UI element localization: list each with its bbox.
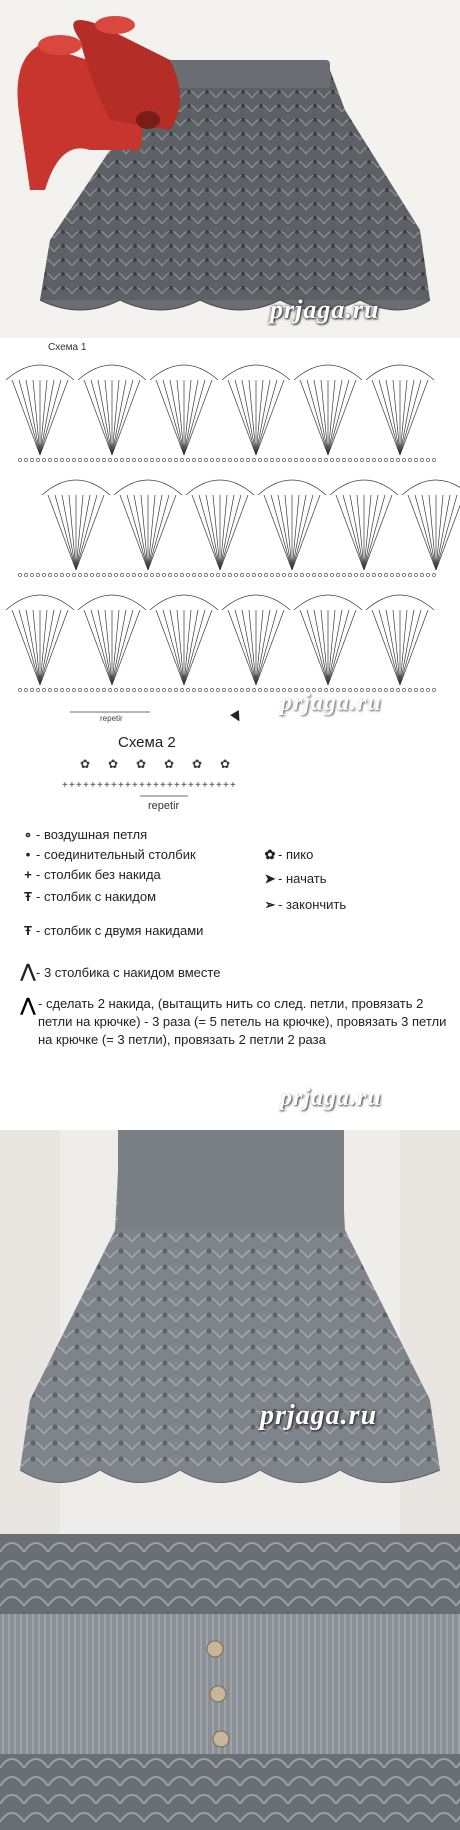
chain-stitch-icon [84,458,87,461]
chain-stitch-icon [222,458,225,461]
photo-skirt-front [0,1130,460,1534]
chain-stitch-icon [114,458,117,461]
chain-stitch-icon [180,688,183,691]
single-crochet-icon: + [153,780,159,791]
chain-stitch-icon [264,573,267,576]
picot-icon: ✿ [164,757,175,771]
chain-stitch-icon [24,458,27,461]
legend-item-chain [20,827,147,843]
chain-stitch-icon [60,458,63,461]
chain-stitch-icon [132,688,135,691]
double-crochet-icon: Ŧ [24,889,32,904]
chain-stitch-icon [390,458,393,461]
chain-stitch-icon [18,573,21,576]
fan-motif [294,595,362,685]
chain-stitch-icon [276,458,279,461]
chain-stitch-icon [396,573,399,576]
chain-stitch-icon [198,458,201,461]
chain-stitch-icon [54,458,57,461]
chain-stitch-icon [126,573,129,576]
chain-stitch-icon [24,573,27,576]
chain-stitch-icon [240,458,243,461]
chain-stitch-icon [30,458,33,461]
chain-stitch-icon [366,573,369,576]
picot-icon: ✿ [80,757,91,771]
chain-stitch-icon [246,458,249,461]
single-crochet-icon: + [230,780,236,791]
chain-stitch-icon [18,458,21,461]
chain-stitch-icon [198,688,201,691]
legend-label: - закончить [278,897,347,912]
chain-stitch-icon [318,458,321,461]
fan-motif [186,480,254,570]
chain-stitch-icon [240,688,243,691]
watermark: prjaga.ru [260,1400,378,1431]
chain-stitch-icon [312,573,315,576]
chain-stitch-icon [102,458,105,461]
chain-stitch-icon [138,458,141,461]
chain-stitch-icon [210,573,213,576]
chain-stitch-icon [288,573,291,576]
legend-item-end [262,897,346,913]
chain-stitch-icon [168,458,171,461]
chain-stitch-icon [330,573,333,576]
legend-label: - 3 столбика с накидом вместе [36,965,221,980]
chain-stitch-icon [336,573,339,576]
chain-stitch-icon [60,573,63,576]
chain-stitch-icon [198,573,201,576]
chain-stitch-icon [210,688,213,691]
chain-stitch-icon [414,688,417,691]
fan-motif [42,480,110,570]
fan-motif [366,595,434,685]
chain-stitch-icon [408,573,411,576]
photo-skirt-with-shoes [0,0,460,338]
chain-stitch-icon [30,688,33,691]
fan-motif [258,480,326,570]
chain-stitch-icon [432,458,435,461]
chain-stitch-icon [120,573,123,576]
crochet-chart-scheme-1 [0,340,460,728]
chain-stitch-icon [36,573,39,576]
chain-stitch-icon [72,458,75,461]
legend-label: - столбик без накида [36,867,161,882]
chain-stitch-icon [270,458,273,461]
chain-stitch-icon [396,458,399,461]
chain-stitch-icon [264,458,267,461]
chain-stitch-icon [300,573,303,576]
chain-stitch-icon [402,573,405,576]
scheme-1-diagram [0,340,460,728]
chain-stitch-icon [396,688,399,691]
chain-stitch-icon [348,573,351,576]
chain-stitch-icon [30,573,33,576]
legend-item-tr [20,923,203,939]
chain-stitch-icon [186,573,189,576]
chain-stitch-icon [90,458,93,461]
chain-stitch-icon [162,458,165,461]
chain-stitch-icon [174,573,177,576]
chain-stitch-icon [126,688,129,691]
chain-stitch-icon [258,688,261,691]
chain-stitch-icon [408,458,411,461]
chain-stitch-icon [144,688,147,691]
chain-stitch-icon [162,573,165,576]
chain-stitch-icon [342,458,345,461]
chain-stitch-icon [426,573,429,576]
single-crochet-icon: + [24,867,32,882]
chain-stitch-icon [246,688,249,691]
chain-stitch-icon [312,458,315,461]
end-arrow-icon: ➢ [264,897,276,912]
single-crochet-icon: + [188,780,194,791]
single-crochet-icon: + [125,780,131,791]
fan-motif [330,480,398,570]
chain-stitch-icon [402,458,405,461]
chain-stitch-icon [48,688,51,691]
chain-stitch-icon [96,458,99,461]
chain-stitch-icon [228,458,231,461]
chain-stitch-icon [354,458,357,461]
fan-motif [78,365,146,455]
chain-stitch-icon [378,458,381,461]
single-crochet-icon: + [132,780,138,791]
fan-motif [366,365,434,455]
chain-stitch-icon [162,688,165,691]
chain-stitch-icon [156,573,159,576]
chain-stitch-icon [270,573,273,576]
fan-motif [6,595,74,685]
chain-stitch-icon [138,573,141,576]
single-crochet-icon: + [69,780,75,791]
legend-item-start [262,871,327,887]
chain-stitch-icon [84,688,87,691]
watermark: prjaga.ru [280,690,382,716]
single-crochet-icon: + [195,780,201,791]
picot-icon: ✿ [220,757,231,771]
start-arrow-icon: ➤ [264,871,276,886]
chain-stitch-icon [144,458,147,461]
fan-motif [6,365,74,455]
chain-stitch-icon [426,688,429,691]
chain-stitch-icon [102,688,105,691]
picot-icon: ✿ [108,757,119,771]
chain-stitch-icon [402,688,405,691]
chain-stitch-icon [252,573,255,576]
chain-stitch-icon [300,458,303,461]
chain-stitch-icon [276,573,279,576]
waistband-buttons-image [0,1534,460,1830]
chain-stitch-icon [174,458,177,461]
picot-icon: ✿ [264,847,276,862]
chain-stitch-icon [216,573,219,576]
chain-stitch-icon [66,688,69,691]
chain-stitch-icon [192,573,195,576]
chain-stitch-icon [258,458,261,461]
chain-stitch-icon [96,688,99,691]
chain-stitch-icon [408,688,411,691]
single-crochet-icon: + [160,780,166,791]
single-crochet-icon: + [62,780,68,791]
chain-stitch-icon [168,573,171,576]
single-crochet-icon: + [90,780,96,791]
chain-stitch-icon [204,573,207,576]
chain-stitch-icon [246,573,249,576]
chain-stitch-icon [384,458,387,461]
chain-stitch-icon [390,688,393,691]
chain-stitch-icon [54,688,57,691]
chain-stitch-icon [36,458,39,461]
chain-stitch-icon [84,573,87,576]
chain-stitch-icon [180,573,183,576]
chain-stitch-icon [414,573,417,576]
single-crochet-icon: + [97,780,103,791]
red-shoes-and-skirt-image [0,0,460,338]
chain-stitch-icon [36,688,39,691]
chain-stitch-icon [306,458,309,461]
legend-label: - соединительный столбик [36,847,196,862]
chain-stitch-icon [384,573,387,576]
fan-motif [150,365,218,455]
chain-stitch-icon [204,458,207,461]
chain-stitch-icon [156,458,159,461]
chain-stitch-icon [186,458,189,461]
chain-stitch-icon [294,458,297,461]
single-crochet-icon: + [181,780,187,791]
chain-stitch-icon [294,573,297,576]
single-crochet-icon: + [216,780,222,791]
chain-stitch-icon [228,573,231,576]
single-crochet-icon: + [174,780,180,791]
chain-stitch-icon [252,688,255,691]
chain-stitch-icon [90,573,93,576]
chain-stitch-icon [288,458,291,461]
single-crochet-icon: + [118,780,124,791]
chain-stitch-icon [354,573,357,576]
watermark: prjaga.ru [270,295,380,324]
chain-stitch-icon [78,688,81,691]
grey-skirt-image [0,1130,460,1534]
chain-stitch-icon [66,458,69,461]
chain-stitch-icon [42,688,45,691]
chain-stitch-icon [360,458,363,461]
scheme-2-diagram [0,728,460,823]
scheme-2-repeat-label: repetir [148,800,180,812]
chain-stitch-icon [96,573,99,576]
photo-waistband-detail [0,1534,460,1830]
chain-stitch-icon [120,688,123,691]
chain-stitch-icon [78,458,81,461]
chain-stitch-icon [42,573,45,576]
chain-stitch-icon [174,688,177,691]
chain-stitch-icon [336,458,339,461]
scheme-1-title: Схема 1 [48,342,87,353]
single-crochet-icon: + [111,780,117,791]
fan-motif [402,480,460,570]
single-crochet-icon: + [139,780,145,791]
chain-stitch-icon [324,458,327,461]
chain-stitch-icon [228,688,231,691]
picot-icon: ✿ [192,757,203,771]
single-crochet-icon: + [83,780,89,791]
watermark: prjaga.ru [280,1085,382,1111]
chain-stitch-icon [108,458,111,461]
chain-stitch-icon [234,573,237,576]
chain-stitch-icon [360,573,363,576]
chain-stitch-icon [210,458,213,461]
chain-stitch-icon [216,688,219,691]
chain-stitch-icon [72,573,75,576]
chain-stitch-icon [108,688,111,691]
chain-stitch-icon [120,458,123,461]
chain-stitch-icon [18,688,21,691]
chain-stitch-icon [348,458,351,461]
chain-stitch-icon [102,573,105,576]
chain-stitch-icon [432,573,435,576]
chain-stitch-icon [420,573,423,576]
stitch-legend [0,823,460,1128]
legend-label: - воздушная петля [36,827,148,842]
chain-stitch-icon [192,688,195,691]
chain-stitch-icon [72,688,75,691]
chain-stitch-icon [114,688,117,691]
chain-stitch-icon [240,573,243,576]
chain-stitch-icon [378,573,381,576]
chain-stitch-icon [420,688,423,691]
chain-stitch-icon [258,573,261,576]
fan-motif [222,595,290,685]
crochet-chart-scheme-2 [0,728,460,823]
chain-stitch-icon [132,458,135,461]
chain-stitch-icon [42,458,45,461]
chain-stitch-icon [60,688,63,691]
single-crochet-icon: + [76,780,82,791]
chain-stitch-icon [222,573,225,576]
chain-stitch-icon [282,458,285,461]
chain-stitch-icon [156,688,159,691]
chain-stitch-icon: ∘ [23,827,33,842]
chain-stitch-icon [222,688,225,691]
chain-stitch-icon [330,458,333,461]
legend-label: - пико [278,847,314,862]
chain-stitch-icon [150,458,153,461]
picot-icon: ✿ [136,757,147,771]
chain-stitch-icon [372,458,375,461]
legend-long-description: - сделать 2 накида, (вытащить нить со след. петли, провязать 2 петли на крючке) - 3 раза (= 5 петель на крючке), провязать 3 петли на крючке (= 3 петли), провязать 2 петли 2 раза [38,996,447,1047]
chain-stitch-icon [168,688,171,691]
fan-motif [294,365,362,455]
treble-crochet-icon: Ŧ [24,923,32,938]
legend-item-dc [20,889,156,905]
chain-stitch-icon [414,458,417,461]
fan-motif [150,595,218,685]
legend-label: - столбик с двумя накидами [36,923,204,938]
chain-stitch-icon [24,688,27,691]
scheme-1-repeat-label: repetir [100,714,123,723]
chain-stitch-icon [318,573,321,576]
chain-stitch-icon [66,573,69,576]
fan-motif [222,365,290,455]
chain-stitch-icon [252,458,255,461]
legend-item-sc [20,867,161,883]
fan-motif [78,595,146,685]
single-crochet-icon: + [104,780,110,791]
chain-stitch-icon [108,573,111,576]
chain-stitch-icon [132,573,135,576]
single-crochet-icon: + [202,780,208,791]
chain-stitch-icon [192,458,195,461]
chain-stitch-icon [126,458,129,461]
chain-stitch-icon [366,458,369,461]
legend-item-dc3tog [20,963,220,981]
legend-label: - начать [278,871,327,886]
single-crochet-icon: + [223,780,229,791]
chain-stitch-icon [216,458,219,461]
legend-item-slip [20,847,196,863]
chain-stitch-icon [264,688,267,691]
chain-stitch-icon [54,573,57,576]
chain-stitch-icon [114,573,117,576]
cluster-stitch-icon: ⋀ [20,995,36,1015]
chain-stitch-icon [426,458,429,461]
chain-stitch-icon [282,573,285,576]
chain-stitch-icon [342,573,345,576]
chain-stitch-icon [324,573,327,576]
chain-stitch-icon [180,458,183,461]
single-crochet-icon: + [167,780,173,791]
chain-stitch-icon [48,573,51,576]
chain-stitch-icon [186,688,189,691]
chain-stitch-icon [90,688,93,691]
chain-stitch-icon [144,573,147,576]
chain-stitch-icon [234,458,237,461]
chain-stitch-icon [78,573,81,576]
chain-stitch-icon [390,573,393,576]
single-crochet-icon: + [146,780,152,791]
chain-stitch-icon [234,688,237,691]
legend-label: - столбик с накидом [36,889,157,904]
chain-stitch-icon [270,688,273,691]
chain-stitch-icon [372,573,375,576]
chain-stitch-icon [420,458,423,461]
single-crochet-icon: + [209,780,215,791]
chain-stitch-icon [150,688,153,691]
legend-item-picot [262,847,313,863]
chain-stitch-icon [48,458,51,461]
chain-stitch-icon [432,688,435,691]
scheme-2-title: Схема 2 [118,734,176,751]
slip-stitch-icon: • [25,847,31,862]
chain-stitch-icon [204,688,207,691]
chain-stitch-icon [384,688,387,691]
dc3tog-icon: ⋀ [20,961,36,981]
fan-motif [114,480,182,570]
chain-stitch-icon [306,573,309,576]
chain-stitch-icon [138,688,141,691]
chain-stitch-icon [150,573,153,576]
